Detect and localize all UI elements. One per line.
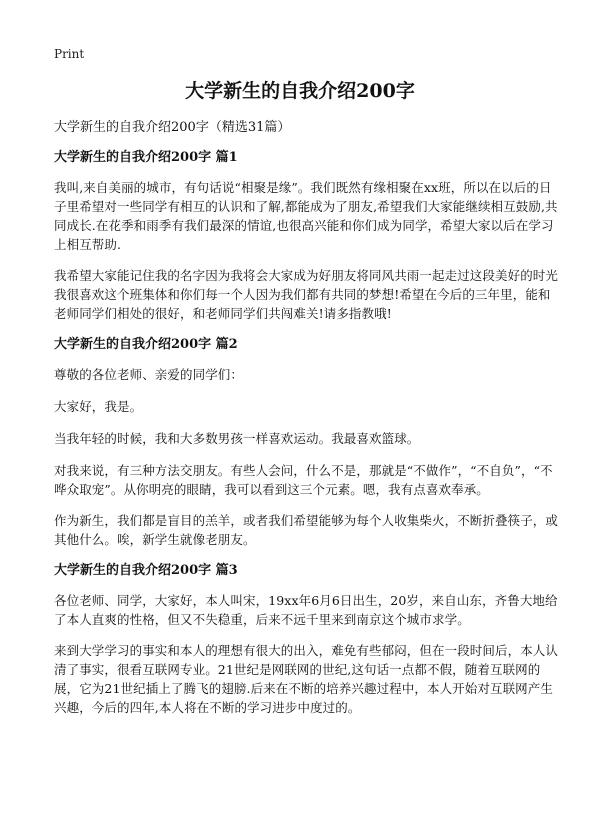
section-heading-3: 大学新生的自我介绍200字 篇3 xyxy=(54,563,238,578)
page-title: 大学新生的自我介绍200字 xyxy=(185,80,415,102)
section-2-paragraph-2: 大家好，我是。 xyxy=(54,399,143,414)
print-link[interactable]: Print xyxy=(54,47,85,61)
section-2-paragraph-1: 尊敬的各位老师、亲爱的同学们： xyxy=(54,367,244,382)
section-1-paragraph-1: 我叫,来自美丽的城市，有句话说“相聚是缘”。我们既然有缘相聚在xx班，所以在以后的日子里希望对一些同学有相互的认识和了解,都能成为了朋友,希望我们大家能继续相互鼓励,共同成长.在花季和雨季有我们最深的情谊,也很高兴能和你们成为同学，希望大家以后在学习上相互帮助. xyxy=(54,180,558,252)
document-content xyxy=(54,118,558,729)
section-3-paragraph-1: 各位老师、同学，大家好，本人叫宋，19xx年6月6日出生，20岁，来自山东，齐鲁大地给了本人直爽的性格，但又不失稳重，后来不远千里来到南京这个城市求学。 xyxy=(54,593,558,627)
section-heading-1: 大学新生的自我介绍200字 篇1 xyxy=(54,150,238,165)
section-3-paragraph-2: 来到大学学习的事实和本人的理想有很大的出入，难免有些郁闷，但在一段时间后，本人认清了事实，很看互联网专业。21世纪是网联网的世纪,这句话一点都不假，随着互联网的展，它为21世纪插上了腾飞的翅膀.后来在不断的培养兴趣过程中，本人开始对互联网产生兴趣，今后的四年,本人将在不断的学习进步中度过的。 xyxy=(54,643,559,715)
section-heading-2: 大学新生的自我介绍200字 篇2 xyxy=(54,337,238,352)
section-1-paragraph-2: 我希望大家能记住我的名字因为我将会大家成为好朋友将同风共雨一起走过这段美好的时光我很喜欢这个班集体和你们每一个人因为我们都有共同的梦想!希望在今后的三年里，能和老师同学们相处的很好，和老师同学们共闯难关!请多指教哦! xyxy=(54,268,559,321)
section-2-paragraph-4: 对我来说，有三种方法交朋友。有些人会问，什么不是，那就是“不做作”，“不自负”，“不哗众取宠”。从你明亮的眼睛，我可以看到这三个元素。嗯，我有点喜欢奉承。 xyxy=(54,463,553,497)
document-subtitle: 大学新生的自我介绍200字（精选31篇） xyxy=(54,120,291,135)
section-2-paragraph-3: 当我年轻的时候，我和大多数男孩一样喜欢运动。我最喜欢篮球。 xyxy=(54,431,420,446)
section-2-paragraph-5: 作为新生，我们都是盲目的羔羊，或者我们希望能够为每个人收集柴火，不断折叠筷子，或其他什么。唉，新学生就像老朋友。 xyxy=(54,513,559,547)
